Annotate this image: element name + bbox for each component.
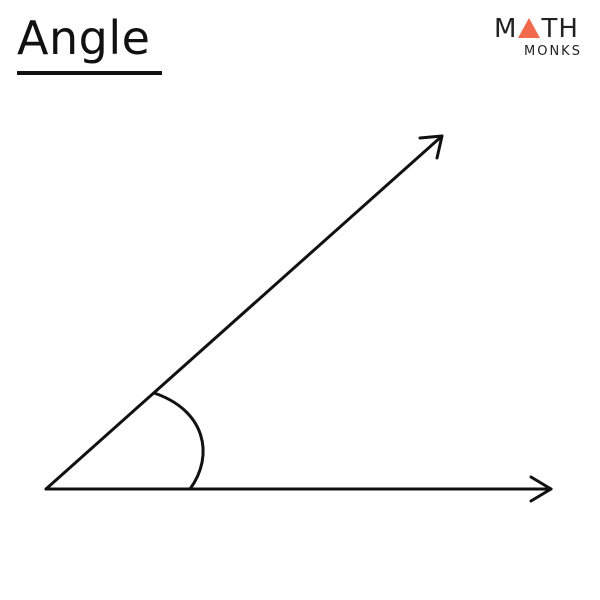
logo-letter-m: M — [494, 14, 518, 44]
page-title: Angle — [17, 11, 151, 65]
ray-inclined — [46, 136, 442, 489]
logo-letters-th: TH — [541, 14, 579, 44]
logo-subtitle: MONKS — [524, 44, 582, 59]
angle-arc — [154, 393, 203, 489]
